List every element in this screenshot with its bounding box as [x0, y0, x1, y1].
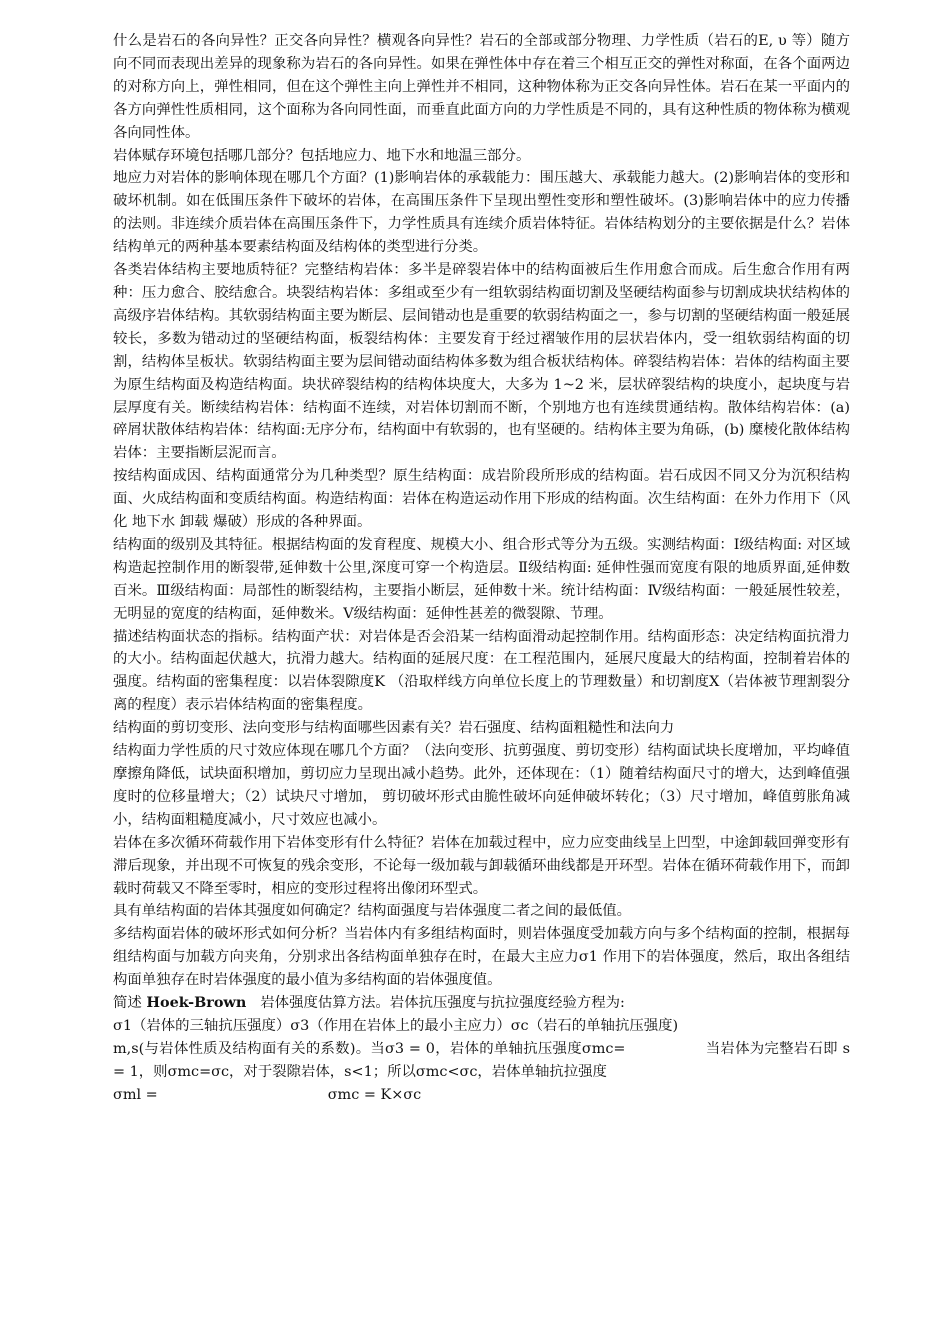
hb-last-a: σml = — [113, 1086, 158, 1103]
hb-intro-post: 岩体强度估算方法。岩体抗压强度与抗拉强度经验方程为: — [260, 995, 625, 1012]
paragraph-structural-plane-grades: 结构面的级别及其特征。根据结构面的发育程度、规模大小、组合形式等分为五级。实测结构面：Ⅰ级结构面: 对区域构造起控制作用的断裂带,延伸数十公里,深度可穿一个构造层。Ⅱ级结构面: 延伸性强而宽度有限的地质界面,延伸数百米。Ⅲ级结构面：局部性的断裂结构，主要指小断层，延伸数十米。统计结构面：Ⅳ级结构面：一般延展性较差，无明显的宽度的结构面，延伸数米。Ⅴ级结构面：延伸性甚差的微裂隙、节理。 — [113, 536, 850, 622]
hb-coefficients — [113, 1038, 850, 1084]
hb-coefficients-a: m,s(与岩体性质及结构面有关的系数)。当σ3 = 0，岩体的单轴抗压强度σmc= — [113, 1040, 626, 1057]
hb-tensile-strength — [113, 1084, 850, 1107]
paragraph-shear-deformation: 结构面的剪切变形、法向变形与结构面哪些因素有关？岩石强度、结构面粗糙性和法向力 — [113, 720, 675, 737]
paragraph-hoek-brown-intro — [113, 992, 850, 1015]
paragraph-anisotropy: 什么是岩石的各向异性？正交各向异性？横观各向异性？岩石的全部或部分物理、力学性质（岩石的E, υ 等）随方向不同而表现出差异的现象称为岩石的各向异性。如果在弹性体中存在着三个相互正交的弹性对称面，在各个面两边的对称方向上，弹性相同，但在这个弹性主向上弹性并不相同，这种物体称为正交各向异性体。岩石在某一平面内的各方向弹性性质相同，这个面称为各向同性面，而垂直此面方向的力学性质是不同的，具有这种性质的物体称为横观各向同性体。 — [113, 33, 850, 141]
hb-sigma-definitions: σ1（岩体的三轴抗压强度）σ3（作用在岩体上的最小主应力）σc（岩石的单轴抗压强度) — [113, 1017, 679, 1034]
paragraph-single-plane-strength: 具有单结构面的岩体其强度如何确定？结构面强度与岩体强度二者之间的最低值。 — [113, 903, 632, 920]
paragraph-occurrence-environment: 岩体赋存环境包括哪几部分？包括地应力、地下水和地温三部分。 — [113, 147, 531, 164]
paragraph-size-effect: 结构面力学性质的尺寸效应体现在哪几个方面？（法向变形、抗剪强度、剪切变形）结构面试块长度增加，平均峰值摩擦角降低，试块面积增加，剪切应力呈现出减小趋势。此外，还体现在：（1）随着结构面尺寸的增大，达到峰值强度时的位移量增大；（2）试块尺寸增加， 剪切破坏形式由脆性破坏向延伸破坏转化；（3）尺寸增加，峰值剪胀角减小，结构面粗糙度减小，尺寸效应也减小。 — [113, 743, 850, 828]
paragraph-multi-plane-failure: 多结构面岩体的破坏形式如何分析？当岩体内有多组结构面时，则岩体强度受加载方向与多个结构面的控制，根据每组结构面与加载方向夹角，分别求出各结构面单独存在时，在最大主应力σ1 作用下的岩体强度，然后，取出各组结构面单独存在时岩体强度的最小值为多结构面的岩体强度值。 — [113, 926, 850, 989]
paragraph-structural-plane-indices: 描述结构面状态的指标。结构面产状：对岩体是否会沿某一结构面滑动起控制作用。结构面形态：决定结构面抗滑力的大小。结构面起伏越大，抗滑力越大。结构面的延展尺度：在工程范围内，延展尺度最大的结构面，控制着岩体的强度。结构面的密集程度：以岩体裂隙度K （沿取样线方向单位长度上的节理数量）和切割度X（岩体被节理割裂分离的程度）表示岩体结构面的密集程度。 — [113, 628, 850, 714]
hb-intro-pre: 简述 — [113, 995, 142, 1012]
document-body — [113, 30, 850, 1107]
paragraph-structural-plane-genesis: 按结构面成因、结构面通常分为几种类型？原生结构面：成岩阶段所形成的结构面。岩石成因不同又分为沉积结构面、火成结构面和变质结构面。构造结构面：岩体在构造运动作用下形成的结构面。次生结构面：在外力作用下（风化 地下水 卸载 爆破）形成的各种界面。 — [113, 468, 850, 531]
hb-coefficients-b: 当岩体为完整岩石即 s = 1，则σmc=σc，对于裂隙岩体，s<1；所以σmc<σc，岩体单轴抗拉强度 — [113, 1040, 850, 1080]
hb-last-b: σmc = K×σc — [327, 1086, 422, 1103]
paragraph-in-situ-stress: 地应力对岩体的影响体现在哪几个方面？(1)影响岩体的承载能力：围压越大、承载能力越大。(2)影响岩体的变形和破坏机制。如在低围压条件下破坏的岩体，在高围压条件下呈现出塑性变形和塑性破坏。(3)影响岩体中的应力传播的法则。非连续介质岩体在高围压条件下，力学性质具有连续介质岩体特征。岩体结构划分的主要依据是什么？岩体结构单元的两种基本要素结构面及结构体的类型进行分类。 — [113, 170, 850, 256]
paragraph-cyclic-loading: 岩体在多次循环荷载作用下岩体变形有什么特征？岩体在加载过程中，应力应变曲线呈上凹型，中途卸载回弹变形有滞后现象，并出现不可恢复的残余变形，不论每一级加载与卸载循环曲线都是开环型。岩体在循环荷载作用下，而卸载时荷载又不降至零时，相应的变形过程将出像闭环型式。 — [113, 834, 850, 897]
paragraph-rock-mass-structure: 各类岩体结构主要地质特征？完整结构岩体：多半是碎裂岩体中的结构面被后生作用愈合而成。后生愈合作用有两种：压力愈合、胶结愈合。块裂结构岩体：多组或至少有一组软弱结构面切割及坚硬结构面参与切割成块状结构体的高级序岩体结构。其软弱结构面主要为断层、层间错动也是重要的软弱结构面之一，参与切割的坚硬结构面一般延展较长，多数为错动过的坚硬结构面，板裂结构体：主要发育于经过褶皱作用的层状岩体内，受一组软弱结构面的切割，结构体呈板状。软弱结构面主要为层间错动面结构体多数为组合板状结构体。碎裂结构岩体：岩体的结构面主要为原生结构面及构造结构面。块状碎裂结构的结构体块度大，大多为 1~2 米，层状碎裂结构的块度小，起块度与岩层厚度有关。断续结构岩体：结构面不连续，对岩体切割而不断，个别地方也有连续贯通结构。散体结构岩体：(a) 碎屑状散体结构岩体：结构面:无序分布，结构面中有软弱的，也有坚硬的。结构体主要为角砾，(b) 糜棱化散体结构岩体：主要指断层泥而言。 — [113, 262, 850, 462]
hb-intro-bold: Hoek-Brown — [146, 994, 247, 1012]
